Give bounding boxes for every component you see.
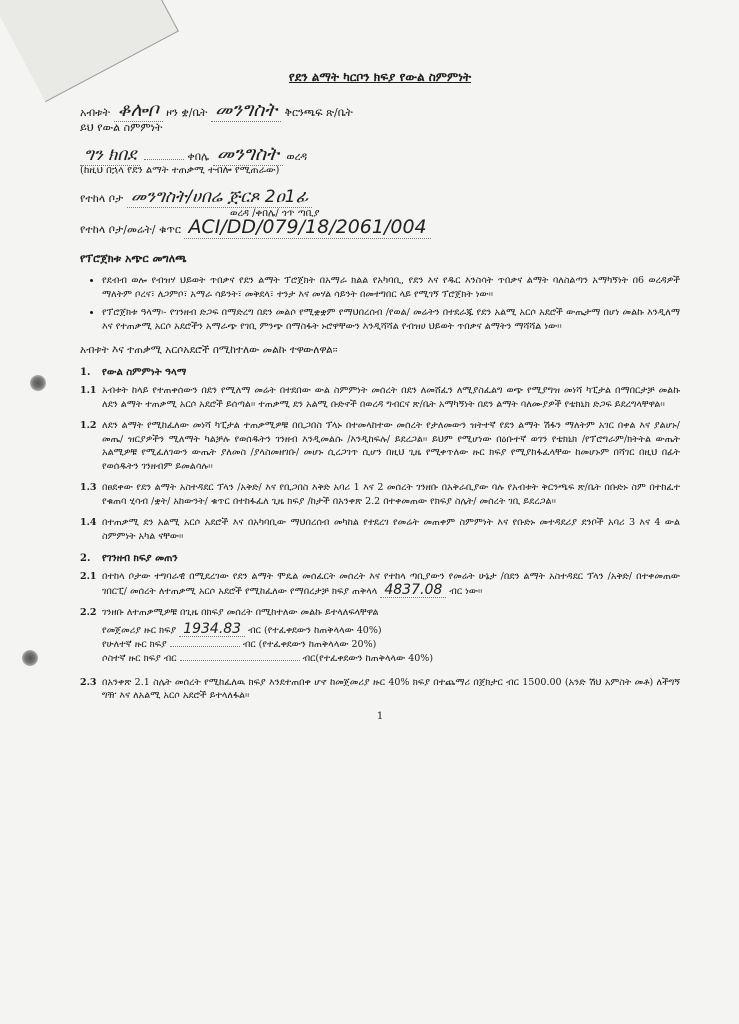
clause-2-3 xyxy=(80,676,680,703)
clause-1-1 xyxy=(80,384,680,411)
page-number: 1 xyxy=(376,710,384,722)
label-woreda: ወረዳ xyxy=(286,150,308,163)
payment-line xyxy=(102,638,680,652)
section-number: 2. xyxy=(80,553,91,564)
label-planting-site: የተከላ ቦታ xyxy=(80,192,124,205)
bullet-item: • የደብብ ወሎ የብዝሃ ህይወት ጥበቃና የደን ልማት ፕሮጀክት በአማራ ክልል የአካባቢ, የደን እና የዱር እንስሳት ጥበቃና ልማት ባለስልጣን አማካኝነት በ6 ወረዳዎች ማለትም ቦረና፣ ለጋምቦ፣ አማራ ሳይንት፣ መቅደላ፣ ተንታ እና መሃል ሳይንት በመተግበር ላይ የሚገኝ ፕሮጀክት ነው፡፡ xyxy=(102,274,680,302)
handwritten-kebele: መንግስት xyxy=(213,143,283,166)
section-label: የገንዘብ ክፍያ መጠን xyxy=(102,553,178,564)
handwritten-branch: መንግስት xyxy=(211,99,281,122)
clause-body: በተከላ ቦታው ተግባራዊ በሚደረገው የደን ልማት ሞዴል መሰፈርት መሰረት እና የተከላ ጣቢያውን የመሬት ሁኔታ /በደን ልማት አስተዳደር ፕላን /አቅድ/ በተቀመጠው ገበርፒ/ መሰረት ለተጠቃሚ አርሶ አደሮች የሚከፈለው የማበረታቻ ክፍያ ጠቅላላ xyxy=(102,571,680,597)
clause-text: አብቱት ከላይ የተጠቀሰውን በደን የሚለማ መሬት በተደበው ውል ስምምነት መሰረት በደን ለመሸፈን ለሚያስፈልግ ወጭ የሚያግዝ መነሻ ካፒታል በማበርታቻ መልኩ ለደን ልማት ተጠቃሚ አርሶ አደሮች ይሰጣል፡፡ ተጠቃሚ ደን አልሚ ቡድኖች በወረዳ ግብርና ጽ/ቤት አማካኝነት በደን ልማት ባለሙያዎች የቴክኒክ ድጋፍ ይደረግላቸዋል፡፡ xyxy=(102,385,680,410)
payment-suffix: ብር (የተፈቀደውን ከጠቅላላው 20%) xyxy=(242,638,377,650)
clause-number: 2.3 xyxy=(80,676,97,688)
label-agreement: ይህ የውል ስምምነት xyxy=(80,121,163,134)
document-title: የደን ልማት ካርቦን ክፍያ የውል ስምምነት xyxy=(288,70,472,84)
clause-text: በአንቀጽ 2.1 ስሌት መሰረት የሚከፈለዉ ክፍያ እንደተጠበቀ ሆኖ ከመጀመሪያ ዙር 40% ክፍያ በተጨማሪ በጀክታር ብር 1500.00 (አንድ ሽህ አምስት መቶ) ለችግኝ ግዥ እና ለአልሚ አርሶ አደሮች ይተላለፋል፡፡ xyxy=(102,676,680,701)
document-page xyxy=(80,60,680,722)
header-row-2 xyxy=(80,121,680,140)
label-branch-office: ቅርንጫፍ ጽ/ቤት xyxy=(284,106,353,119)
label-abtut: አብቱት xyxy=(80,106,111,119)
clause-text: በፀደቀው የደን ልማት አስተዳደር ፕላን /አቅድ/ እና የቢጋበስ እቅድ አባሪ 1 እና 2 መሰረት ገንዘቡ በአቅራቢያው ባሉ የአብቱት ቅርንጫፍ ጽ/ቤት በቡድኑ ስም በተከፈተ የቁጠባ ሂሳብ /ቋት/ አከውንት/ ቁጥር በተከፋፈለ ጊዜ ክፍያ /ከታች በአንቀጽ 2.2 በተቀመጠው የክፍያ ስሌት/ መሰረት ገቢ ይደረጋል፡፡ xyxy=(102,482,680,507)
dotted-line xyxy=(180,660,300,661)
clause-2-1 xyxy=(80,570,680,598)
clause-number: 2.2 xyxy=(80,607,97,618)
section-number: 1. xyxy=(80,367,91,378)
label-kebele: ቀበሌ xyxy=(187,150,210,163)
handwritten-payment-amount: 1934.83 xyxy=(179,622,245,637)
handwritten-total-amount: 4837.08 xyxy=(380,584,446,599)
header-row-6 xyxy=(80,216,680,240)
agreement-intro: አብቱት እና ተጠቃሚ አርሶአደሮች በሚከተለው መልኩ ተዋውለዋል፡፡ xyxy=(80,344,338,356)
section-1-heading xyxy=(80,367,680,378)
clause-1-3 xyxy=(80,481,680,508)
payment-suffix: ብር (የተፈቀደውን ከጠቅላላው 40%) xyxy=(248,624,382,636)
clause-number: 2.1 xyxy=(80,571,97,582)
section-label: የውል ስምምነት ዓላማ xyxy=(102,367,187,378)
header-row-3 xyxy=(80,143,680,165)
clause-text: ለደን ልማት የሚከፈለው መነሻ ካፒታል ተጠቃሚዎቹ በቢጋበስ ፕላኑ በተመላከተው መሰረት የታለመውን ዝትተኛ የደን ልማት ሽፋን ማለትም አገር በቀል እና ያልሆኑ/መጤ/ ዝርያዎችን ሚለማት ካልቻሉ የወሰዱትን ገንዘብ እንዲመልሱ /እንዲከፍሉ/ ይደረጋል፡፡ ይህም የሚሆነው በዕቡተኛ ወገን የቴክኒክ /የፕሮግራም/ክትትል ውጤት አልሚዎቹ የሚፈለገውን ውጤት ያለመስ /ያላስመዘገቡ/ መሆኑ ሲረጋገጥ ሲሆን በዚህ ጊዜ የሚቀጥለው ዙር ክፍያ የሚያከፋፈላቸው ከመሆኑም በሻገር በዚህ በፊት የወሰዱትን ገንዘብም ይመልሳሉ፡፡ xyxy=(102,420,680,472)
clause-number: 1.1 xyxy=(80,385,97,396)
payment-label: የመጀመሪያ ዙር ክፍያ xyxy=(102,624,177,636)
header-row-4 xyxy=(80,165,680,184)
dotted-line xyxy=(144,159,184,160)
header-row-1 xyxy=(80,99,680,121)
payment-line xyxy=(102,652,680,666)
header-row-5 xyxy=(80,187,680,219)
clause-number: 1.3 xyxy=(80,482,97,493)
handwritten-site: መንግስት/ሀበሬ ጅርጾ 2ዐ1ፊ xyxy=(127,187,312,208)
project-bullets xyxy=(102,274,680,334)
label-site-number: የተከላ ቦታ/መሬት/ ቁጥር xyxy=(80,223,181,236)
payment-label: የሁለተኛ ዙር ክፍያ xyxy=(102,638,167,650)
handwritten-group: ግን ክበደ xyxy=(80,145,140,166)
bullet-item: • የፕሮጀክቱ ዓላማ፡- የገንዘብ ድጋፍ በማድረግ በደን መልሶ የሚቋቋም የማህበረሰብ /የወል/ መሬትን በተደራጁ የደን አልሚ አርሶ አደሮች ውጤታማ በሆነ መልኩ እንዲለማ እና የተጠቃሚ አርሶ አደሮችን አማራጭ የገቢ ምንጭ በማስፋት ኑሮዋቸውን እንዲሻሻል የብዝሀ ህይወት ጥበቃና ልማትን ማሻሻል ነው፡፡ xyxy=(102,306,680,334)
payment-suffix: ብር(የተፈቀደውን ከጠቅላላው 40%) xyxy=(302,652,434,664)
clause-1-4 xyxy=(80,516,680,543)
payment-label: ሶስተኛ ዙር ክፍያ ብር xyxy=(102,652,177,664)
clause-number: 1.2 xyxy=(80,420,97,431)
clause-text xyxy=(102,570,680,598)
clause-suffix: ብር ነው፡፡ xyxy=(449,585,483,597)
clause-1-2 xyxy=(80,419,680,473)
project-intro-heading: የፕሮጀክቱ አጭር መግለጫ xyxy=(80,252,187,265)
handwritten-site-number: ACI/DD/079/18/2061/004 xyxy=(184,216,430,239)
clause-2-2 xyxy=(80,606,680,620)
clause-text: ገንዘቡ ለተጠቃሚዎቹ በጊዜ በክፍያ መሰረት በሚከተለው መልኩ ይተላለፍላቸዋል xyxy=(102,607,379,618)
site-sub-label: ወረዳ /ቀበሌ/ ጎጥ ጣቢያ xyxy=(230,208,320,219)
label-zone-office: ዞን ቋ/ቤት xyxy=(166,106,208,119)
clause-number: 1.4 xyxy=(80,517,97,528)
dotted-line xyxy=(170,646,240,647)
handwritten-zone: ቆሎቦ xyxy=(114,99,163,122)
punch-hole-bottom xyxy=(22,650,38,666)
clause-text: በተጠቃሚ ደን አልሚ አርሶ አደሮች እና በአካባቢው ማህበረሰብ መካከል የተደረገ የመሬት መጠቀም ስምምነት እና የቡድኑ መተዳደሪያ ደንቦች አባሪ 3 እና 4 ውል ስምምነት አካል ናቸው፡፡ xyxy=(102,517,680,542)
section-2-heading xyxy=(80,553,680,564)
beneficiary-note: (ከዚህ በኋላ የደን ልማት ተጠቃሚ ተብሎ የሚጠራው) xyxy=(80,165,280,176)
payment-line xyxy=(102,622,680,638)
punch-hole-top xyxy=(30,375,46,391)
